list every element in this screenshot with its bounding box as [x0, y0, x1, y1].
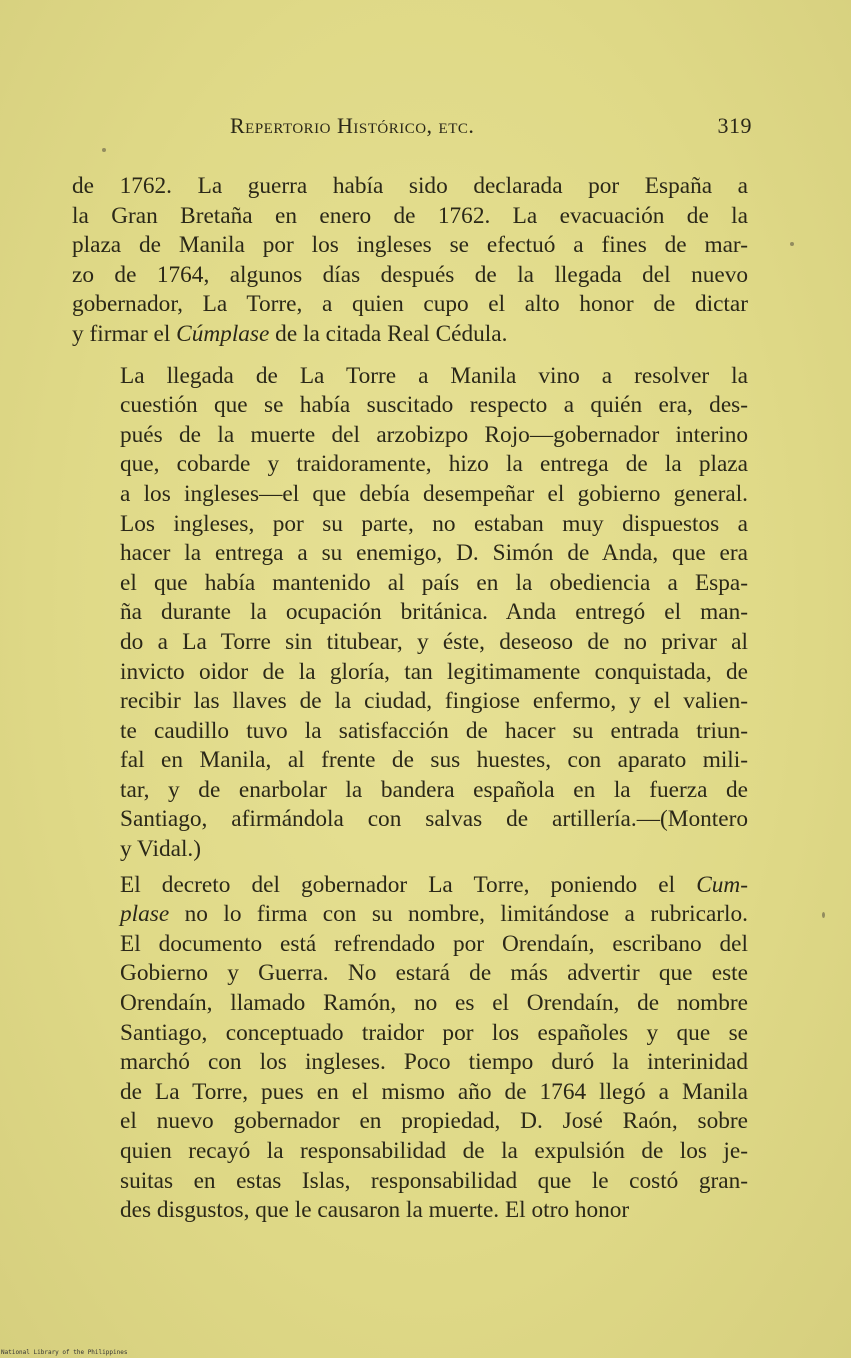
text-line: invicto oidor de la gloría, tan legitimamente conquistada, de	[120, 658, 748, 685]
text-line: cuestión que se había suscitado respecto a quién era, des-	[120, 392, 748, 419]
text-line: do a La Torre sin titubear, y éste, deseoso de no privar al	[120, 628, 748, 655]
text-line: ña durante la ocupación británica. Anda entregó el man-	[120, 599, 748, 626]
text-line: suitas en estas Islas, responsabilidad que le costó gran-	[120, 1167, 748, 1194]
text-line: El decreto del gobernador La Torre, poniendo el Cum-	[120, 871, 748, 898]
text-line: que, cobarde y traidoramente, hizo la entrega de la plaza	[120, 451, 748, 478]
text-line: tar, y de enarbolar la bandera española en la fuerza de	[120, 776, 748, 803]
page-header	[230, 113, 752, 145]
text-line: y Vidal.)	[120, 836, 201, 863]
text-line: a los ingleses—el que debía desempeñar el gobierno general.	[120, 480, 748, 507]
text-line: de La Torre, pues en el mismo año de 1764 llegó a Manila	[120, 1078, 748, 1105]
text-line: plaza de Manila por los ingleses se efectuó a fines de mar-	[72, 232, 748, 259]
body-text	[72, 172, 748, 1226]
page-number: 319	[717, 113, 752, 138]
running-head: Repertorio Histórico, etc.	[230, 113, 475, 138]
text-line: el que había mantenido al país en la obediencia a Espa-	[120, 569, 748, 596]
text-line: La llegada de La Torre a Manila vino a resolver la	[120, 362, 748, 389]
text-line: recibir las llaves de la ciudad, fingiose enfermo, y el valien-	[120, 688, 748, 715]
speck	[822, 912, 825, 918]
text-line: fal en Manila, al frente de sus huestes, con aparato mili-	[120, 747, 748, 774]
paragraph-2	[72, 362, 748, 865]
text-line: pués de la muerte del arzobizpo Rojo—gobernador interino	[120, 421, 748, 448]
text-line: gobernador, La Torre, a quien cupo el alto honor de dictar	[72, 291, 748, 318]
text-line: y firmar el Cúmplase de la citada Real Cédula.	[72, 320, 508, 347]
text-line: quien recayó la responsabilidad de la expulsión de los je-	[120, 1138, 748, 1164]
text-line: zo de 1764, algunos días después de la llegada del nuevo	[72, 261, 748, 288]
text-line: de 1762. La guerra había sido declarada por España a	[72, 173, 748, 199]
paragraph-3	[72, 871, 748, 1226]
speck	[790, 242, 794, 246]
text-line: Santiago, conceptuado traidor por los españoles y que se	[120, 1019, 748, 1046]
text-line: hacer la entrega a su enemigo, D. Simón de Anda, que era	[120, 540, 748, 567]
text-line: Gobierno y Guerra. No estará de más advertir que este	[120, 960, 748, 987]
library-credit: National Library of the Philippines	[1, 1349, 128, 1356]
text-line: marchó con los ingleses. Poco tiempo duró la interinidad	[120, 1049, 748, 1076]
paragraph-1	[72, 172, 748, 350]
text-line: Santiago, afirmándola con salvas de artillería.—(Montero	[120, 806, 748, 833]
text-line: la Gran Bretaña en enero de 1762. La evacuación de la	[72, 202, 748, 229]
text-line: Orendaín, llamado Ramón, no es el Orendaín, de nombre	[120, 990, 748, 1017]
text-line: el nuevo gobernador en propiedad, D. José Raón, sobre	[120, 1108, 748, 1135]
text-line: plase no lo firma con su nombre, limitándose a rubricarlo.	[120, 901, 748, 928]
text-line: El documento está refrendado por Orendaín, escribano del	[120, 930, 748, 957]
text-line: Los ingleses, por su parte, no estaban muy dispuestos a	[120, 510, 748, 537]
speck	[102, 148, 106, 152]
text-line: des disgustos, que le causaron la muerte. El otro honor	[120, 1197, 630, 1224]
text-line: te caudillo tuvo la satisfacción de hacer su entrada triun-	[120, 717, 748, 744]
